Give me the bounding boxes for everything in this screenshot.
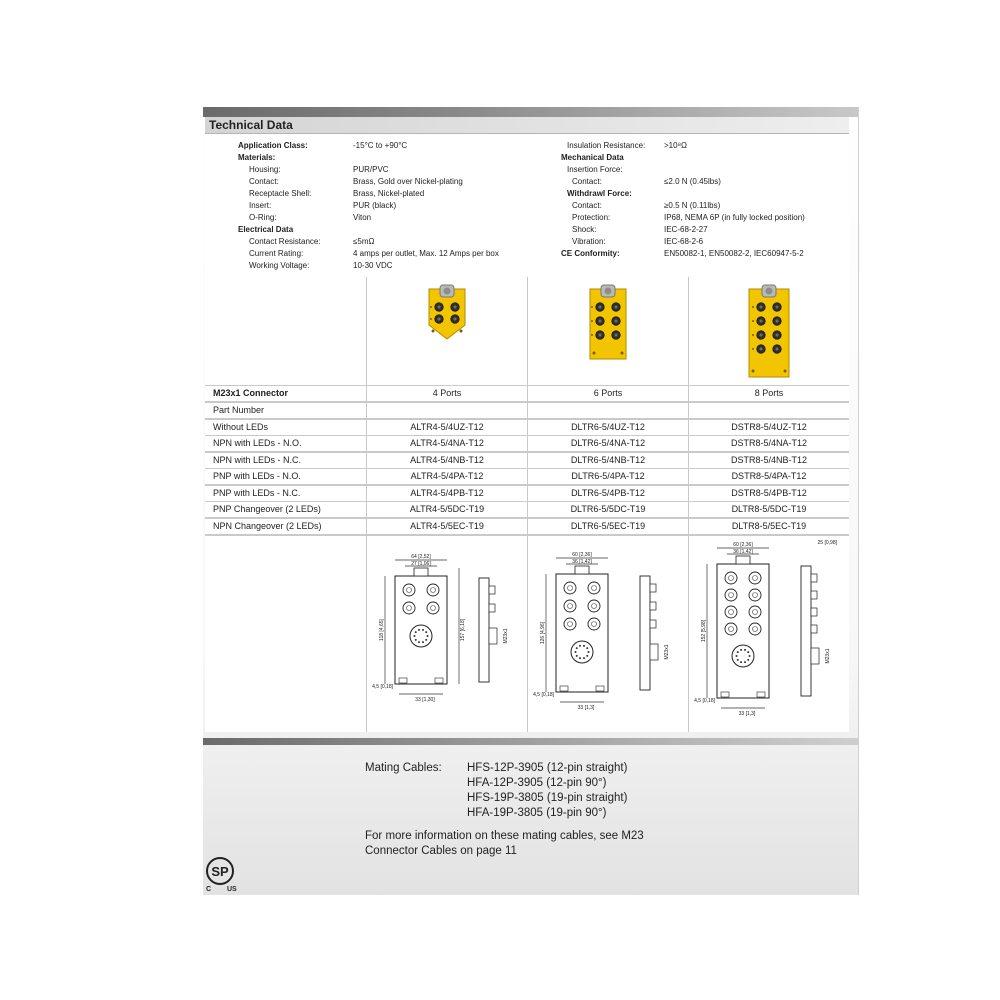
dimension-drawing-cell: [367, 536, 527, 732]
product-photo-cell: [689, 277, 849, 385]
spec-label: Protection:: [572, 213, 611, 222]
part-number-cell: ALTR4-5/5EC-T19: [367, 519, 527, 534]
mount-hole: [621, 352, 624, 355]
drawing-side-port: [489, 604, 495, 612]
dimension-label: 64 [2,52]: [411, 554, 431, 560]
drawing-side-port: [650, 584, 656, 592]
drawing-pin: [586, 647, 588, 649]
port-marker: [430, 318, 432, 320]
mount-hole: [432, 330, 435, 333]
drawing-pin: [579, 645, 581, 647]
port-pin: [437, 317, 440, 320]
drawing-pin: [744, 649, 746, 651]
dimension-label: 60 [2,36]: [572, 552, 592, 558]
spec-label: Housing:: [249, 165, 281, 174]
section-header: [205, 117, 849, 134]
spec-value: >10⁸Ω: [664, 141, 687, 150]
drawing-pin: [736, 655, 738, 657]
technical-specs: [205, 135, 849, 277]
mount-hole: [752, 370, 755, 373]
cable-item: HFS-12P-3905 (12-pin straight): [467, 762, 628, 774]
drawing-port: [749, 572, 761, 584]
drawing-side-port: [811, 608, 817, 616]
drawing-pin: [427, 635, 429, 637]
drawing-port: [564, 582, 576, 594]
drawing-connector: [414, 568, 428, 576]
port-pin: [598, 305, 601, 308]
drawing-pin: [425, 631, 427, 633]
product-photo-cell: [367, 277, 527, 385]
part-number-cell: ALTR4-5/4PA-T12: [367, 469, 527, 484]
spec-value: ≥0.5 N (0.11lbs): [664, 201, 721, 210]
drawing-side-port: [811, 591, 817, 599]
drawing-pin: [583, 657, 585, 659]
table-row-label: PNP with LEDs - N.C.: [205, 486, 366, 501]
port-marker: [430, 306, 432, 308]
port-pin: [453, 305, 456, 308]
spec-label: Insertion Force:: [567, 165, 623, 174]
drawing-pin: [414, 635, 416, 637]
spec-value: -15°C to +90°C: [353, 141, 408, 150]
part-number-cell: DLTR6-5/4PB-T12: [528, 486, 688, 501]
drawing-side-port: [650, 602, 656, 610]
drawing-side-connector: [650, 644, 658, 660]
dimension-label: 33 [1,30]: [415, 697, 435, 703]
dimension-label: 157 [6,18]: [460, 618, 466, 642]
cert-mark-text: SP: [211, 864, 229, 879]
port-marker: [752, 320, 754, 322]
spec-value: ≤5mΩ: [353, 237, 375, 246]
drawing-port: [403, 602, 415, 614]
drawing-port: [427, 602, 439, 614]
part-number-cell: ALTR4-5/4NB-T12: [367, 453, 527, 468]
dimension-label: 152 [5,98]: [701, 619, 707, 643]
drawing-pin: [740, 649, 742, 651]
port-pin: [759, 333, 762, 336]
connector-face: [605, 288, 612, 295]
spec-value: Viton: [353, 213, 372, 222]
drawing-body-outline: [717, 564, 769, 698]
port-pin: [775, 319, 778, 322]
drawing-pin: [586, 655, 588, 657]
part-number-cell: DSTR8-5/4PB-T12: [689, 486, 849, 501]
drawing-side-profile: [479, 578, 489, 682]
spec-label: Application Class:: [238, 141, 308, 150]
spec-value: IEC-68-2-27: [664, 225, 708, 234]
spec-label: Contact Resistance:: [249, 237, 321, 246]
drawing-pin: [415, 639, 417, 641]
drawing-port: [588, 618, 600, 630]
table-row-label: Part Number: [205, 403, 366, 418]
drawing-port: [725, 572, 737, 584]
drawing-connector: [736, 556, 750, 564]
dimension-label: 126 [4,96]: [540, 621, 546, 645]
spec-label: Electrical Data: [238, 225, 294, 234]
port-marker: [591, 306, 593, 308]
part-number-cell: DLTR8-5/5DC-T19: [689, 502, 849, 517]
drawing-port: [588, 600, 600, 612]
product-housing-icon: [367, 277, 527, 385]
drawing-pin: [747, 659, 749, 661]
drawing-port: [749, 606, 761, 618]
drawing-m23-socket: [571, 641, 593, 663]
port-pin: [614, 333, 617, 336]
part-number-cell: DSTR8-5/4PA-T12: [689, 469, 849, 484]
part-number-cell: [528, 403, 688, 418]
drawing-port: [588, 582, 600, 594]
dimension-label: 33 [1,3]: [577, 705, 595, 711]
drawing-pin: [575, 651, 577, 653]
mating-cables-label: Mating Cables:: [365, 762, 442, 774]
drawing-side-connector: [489, 628, 497, 644]
table-row-label: NPN with LEDs - N.C.: [205, 453, 366, 468]
part-number-cell: ALTR4-5/4NA-T12: [367, 436, 527, 451]
part-number-cell: DLTR6-5/4NA-T12: [528, 436, 688, 451]
drawing-port: [427, 584, 439, 596]
drawing-connector: [575, 566, 589, 574]
part-number-cell: [689, 403, 849, 418]
spec-label: Insert:: [249, 201, 272, 210]
dimension-drawing: [367, 536, 527, 732]
dimension-drawing: [689, 536, 849, 732]
top-decorative-bar: [203, 107, 858, 117]
spec-value: 10-30 VDC: [353, 261, 393, 270]
table-row-label: PNP Changeover (2 LEDs): [205, 502, 366, 517]
dimension-label: 60 [2,36]: [733, 542, 753, 548]
spec-value: IP68, NEMA 6P (in fully locked position): [664, 213, 805, 222]
drawing-body-outline: [556, 574, 608, 692]
spec-label: Materials:: [238, 153, 276, 162]
dimension-label: 36 [1,42]: [733, 549, 753, 555]
part-number-cell: DLTR8-5/5EC-T19: [689, 519, 849, 534]
cable-item: HFS-19P-3805 (19-pin straight): [467, 792, 628, 804]
spec-value: PUR (black): [353, 201, 397, 210]
part-number-cell: [367, 403, 527, 418]
table-row-label: NPN with LEDs - N.O.: [205, 436, 366, 451]
part-number-cell: ALTR4-5/4UZ-T12: [367, 420, 527, 435]
drawing-side-port: [811, 574, 817, 582]
drawing-side-port: [811, 625, 817, 633]
certification-mark-icon: [200, 853, 240, 893]
cert-mark-left: C: [206, 886, 212, 893]
bottom-decorative-bar: [203, 738, 858, 745]
port-pin: [598, 333, 601, 336]
product-housing-icon: [528, 277, 688, 385]
spec-label: Shock:: [572, 225, 597, 234]
part-number-cell: DLTR6-5/4NB-T12: [528, 453, 688, 468]
part-number-cell: ALTR4-5/5DC-T19: [367, 502, 527, 517]
part-number-cell: DLTR6-5/4PA-T12: [528, 469, 688, 484]
product-photo-cell: [528, 277, 688, 385]
dimension-label: M23x1: [664, 644, 670, 660]
port-pin: [775, 347, 778, 350]
cert-mark-right: US: [227, 886, 237, 893]
drawing-pin: [588, 651, 590, 653]
cable-info-line: For more information on these mating cables, see M23: [365, 830, 644, 842]
port-pin: [759, 347, 762, 350]
drawing-pin: [737, 651, 739, 653]
drawing-side-profile: [640, 576, 650, 690]
mount-hole: [460, 330, 463, 333]
port-count-header: 8 Ports: [689, 386, 849, 401]
datasheet-page: [203, 107, 858, 895]
drawing-port: [403, 584, 415, 596]
table-row-label: NPN Changeover (2 LEDs): [205, 519, 366, 534]
spec-label: Contact:: [249, 177, 279, 186]
dimension-label: 118 [4,65]: [379, 619, 385, 641]
drawing-pin: [579, 657, 581, 659]
port-pin: [453, 317, 456, 320]
drawing-pin: [749, 655, 751, 657]
part-number-cell: DLTR6-5/5DC-T19: [528, 502, 688, 517]
dimension-label: 4,5 [0,18]: [372, 684, 393, 690]
drawing-pin: [418, 629, 420, 631]
drawing-port: [725, 606, 737, 618]
port-count-header: 6 Ports: [528, 386, 688, 401]
drawing-pin: [576, 655, 578, 657]
drawing-port: [749, 623, 761, 635]
spec-label: Contact:: [572, 177, 602, 186]
spec-value: ≤2.0 N (0.45lbs): [664, 177, 721, 186]
drawing-pin: [425, 639, 427, 641]
dimension-label: 27 [1,06]: [411, 561, 431, 567]
drawing-port: [725, 589, 737, 601]
spec-value: 4 amps per outlet, Max. 12 Amps per box: [353, 249, 499, 258]
drawing-pin: [422, 629, 424, 631]
dimension-drawing-cell: [689, 536, 849, 732]
dimension-label: 4,5 [0,18]: [533, 692, 554, 698]
part-number-table: [205, 277, 849, 732]
cable-item: HFA-12P-3905 (12-pin 90°): [467, 777, 607, 789]
drawing-pin: [583, 645, 585, 647]
drawing-pin: [422, 641, 424, 643]
spec-label: O-Ring:: [249, 213, 277, 222]
port-pin: [437, 305, 440, 308]
photo-label-cell: [205, 277, 366, 385]
connector-face: [766, 288, 773, 295]
spec-label: Insulation Resistance:: [567, 141, 646, 150]
spec-value: PUR/PVC: [353, 165, 389, 174]
part-number-cell: DLTR6-5/4UZ-T12: [528, 420, 688, 435]
drawing-pin: [740, 661, 742, 663]
table-row-label: PNP with LEDs - N.O.: [205, 469, 366, 484]
dimension-label: 4,5 [0,18]: [694, 698, 715, 704]
port-marker: [752, 306, 754, 308]
part-number-cell: DSTR8-5/4NA-T12: [689, 436, 849, 451]
port-count-header: 4 Ports: [367, 386, 527, 401]
cable-info-line: Connector Cables on page 11: [365, 845, 517, 857]
spec-value: Brass, Nickel-plated: [353, 189, 425, 198]
spec-label: Current Rating:: [249, 249, 304, 258]
spec-value: Brass, Gold over Nickel-plating: [353, 177, 463, 186]
mount-hole: [784, 370, 787, 373]
drawing-pin: [737, 659, 739, 661]
drawing-side-port: [489, 586, 495, 594]
spec-label: Receptacle Shell:: [249, 189, 312, 198]
drawing-label-cell: [205, 536, 366, 732]
spec-label: Contact:: [572, 201, 602, 210]
dimension-label: 25 [0,98]: [817, 540, 837, 546]
port-marker: [591, 320, 593, 322]
drawing-port: [749, 589, 761, 601]
table-header-label: M23x1 Connector: [205, 386, 366, 401]
dimension-drawing-cell: [528, 536, 688, 732]
part-number-cell: ALTR4-5/4PB-T12: [367, 486, 527, 501]
port-pin: [614, 305, 617, 308]
section-title: Technical Data: [209, 118, 293, 132]
dimension-label: M23x1: [825, 648, 831, 664]
dimension-drawing: [528, 536, 688, 732]
drawing-port: [564, 618, 576, 630]
port-marker: [752, 334, 754, 336]
port-pin: [614, 319, 617, 322]
product-housing-icon: [689, 277, 849, 385]
port-pin: [759, 305, 762, 308]
drawing-pin: [744, 661, 746, 663]
housing-body: [749, 289, 789, 377]
spec-value: IEC-68-2-6: [664, 237, 704, 246]
port-marker: [752, 348, 754, 350]
part-number-cell: DSTR8-5/4UZ-T12: [689, 420, 849, 435]
drawing-m23-socket: [732, 645, 754, 667]
drawing-side-profile: [801, 566, 811, 696]
drawing-pin: [747, 651, 749, 653]
connector-face: [444, 288, 451, 295]
dimension-label: M23x1: [503, 628, 509, 644]
table-row-label: Without LEDs: [205, 420, 366, 435]
port-pin: [759, 319, 762, 322]
cable-item: HFA-19P-3805 (19-pin 90°): [467, 807, 607, 819]
part-number-cell: DSTR8-5/4NB-T12: [689, 453, 849, 468]
drawing-pin: [576, 647, 578, 649]
drawing-pin: [418, 641, 420, 643]
spec-label: Vibration:: [572, 237, 606, 246]
spec-label: Mechanical Data: [561, 153, 624, 162]
port-pin: [598, 319, 601, 322]
port-pin: [775, 305, 778, 308]
drawing-side-connector: [811, 648, 819, 664]
housing-body: [590, 289, 626, 359]
drawing-port: [725, 623, 737, 635]
drawing-port: [564, 600, 576, 612]
drawing-m23-socket: [410, 625, 432, 647]
drawing-pin: [415, 631, 417, 633]
spec-value: EN50082-1, EN50082-2, IEC60947-5-2: [664, 249, 804, 258]
port-marker: [591, 334, 593, 336]
drawing-side-port: [650, 620, 656, 628]
spec-label: CE Conformity:: [561, 249, 620, 258]
spec-label: Withdrawl Force:: [567, 189, 632, 198]
dimension-label: 36 [1,42]: [572, 559, 592, 565]
dimension-label: 33 [1,3]: [738, 711, 756, 717]
mount-hole: [593, 352, 596, 355]
part-number-cell: DLTR6-5/5EC-T19: [528, 519, 688, 534]
spec-label: Working Voltage:: [249, 261, 310, 270]
port-pin: [775, 333, 778, 336]
